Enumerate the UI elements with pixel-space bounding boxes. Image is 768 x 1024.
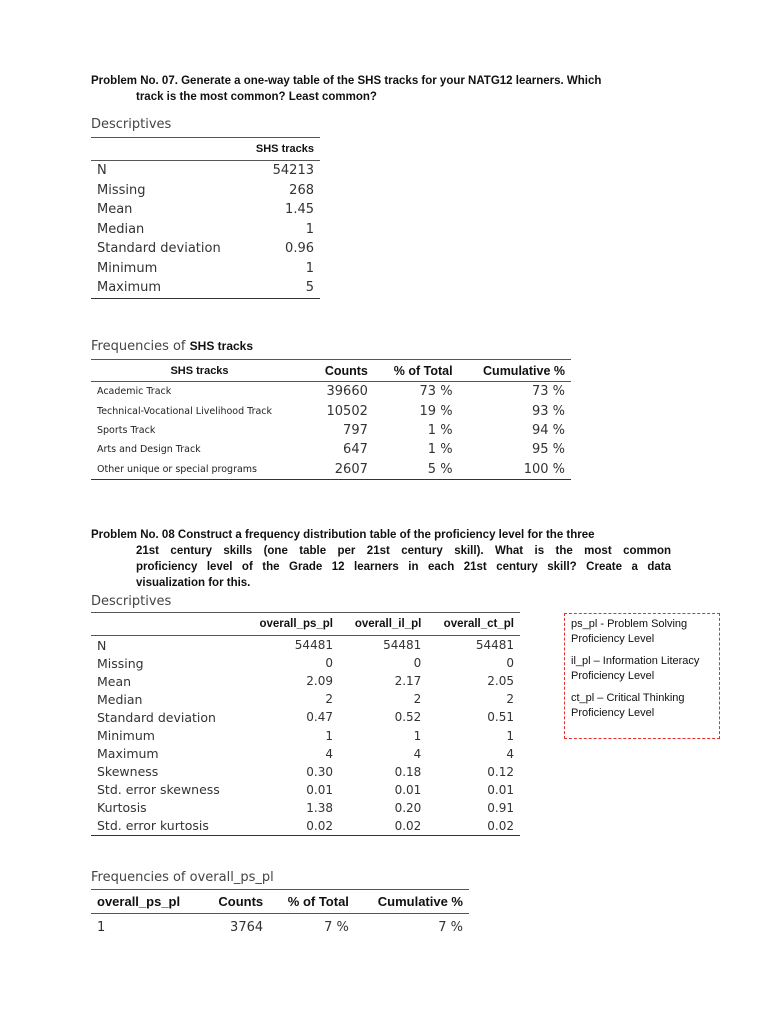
descriptives-1-table — [91, 137, 320, 299]
problem-8-line-4: visualization for this. — [136, 577, 251, 589]
table-row: N 54481 54481 54481 — [97, 637, 514, 653]
table-row: Median 1 — [97, 221, 314, 237]
table-row: Skewness 0.30 0.18 0.12 — [97, 764, 514, 780]
problem-8-line-1: Problem No. 08 Construct a frequency distribution table of the proficiency level for the three — [91, 529, 595, 541]
problem-8-line-3: proficiency level of the Grade 12 learners in each 21st century skill? Create a data — [136, 561, 671, 573]
table-row: Minimum 1 — [97, 260, 314, 276]
table-row: Arts and Design Track 647 1 % 95 % — [97, 442, 565, 458]
header-overall-ct-pl: overall_ct_pl — [427, 613, 520, 636]
header-percent-total: % of Total — [374, 360, 459, 382]
header-percent-total: % of Total — [269, 890, 355, 914]
problem-7-text — [91, 73, 671, 105]
table-row: Mean 2.09 2.17 2.05 — [97, 673, 514, 689]
table-row: Median 2 2 2 — [97, 691, 514, 707]
frequencies-2-table — [91, 889, 469, 941]
header-overall-il-pl: overall_il_pl — [339, 613, 427, 636]
problem-7-line-1: Problem No. 07. Generate a one-way table of the SHS tracks for your NATG12 learners. Which — [91, 75, 602, 87]
header-overall-ps-pl: overall_ps_pl — [91, 890, 203, 914]
table-row: Standard deviation 0.96 — [97, 241, 314, 257]
frequencies-1-table — [91, 359, 571, 480]
table-row: Kurtosis 1.38 0.20 0.91 — [97, 800, 514, 816]
table-row: Minimum 1 1 1 — [97, 728, 514, 744]
legend-item-il-pl: il_pl – Information Literacy Proficiency Level — [571, 655, 700, 682]
problem-8-line-2: 21st century skills (one table per 21st century skill). What is the most common — [136, 545, 671, 557]
header-cumulative: Cumulative % — [459, 360, 571, 382]
descriptives-2-title: Descriptives — [91, 594, 172, 609]
descriptives-1-title: Descriptives — [91, 117, 172, 132]
problem-8-text — [91, 527, 671, 591]
frequencies-2-title: Frequencies of overall_ps_pl — [91, 870, 274, 885]
frequencies-1-title: Frequencies of SHS tracks — [91, 339, 254, 354]
table-row: Std. error skewness 0.01 0.01 0.01 — [97, 782, 514, 798]
table-row: Maximum 5 — [91, 278, 320, 298]
table-row: Missing 0 0 0 — [97, 655, 514, 671]
table-row: Technical-Vocational Livelihood Track 10502 19 % 93 % — [97, 403, 565, 419]
abbreviation-legend-box — [564, 613, 720, 739]
table-row: Other unique or special programs 2607 5 % 100 % — [91, 460, 571, 480]
header-shs-tracks: SHS tracks — [242, 138, 320, 161]
descriptives-2-table — [91, 612, 520, 836]
problem-7-line-2: track is the most common? Least common? — [136, 91, 377, 103]
table-row: Mean 1.45 — [97, 202, 314, 218]
header-counts: Counts — [308, 360, 374, 382]
table-row: 1 3764 7 % 7 % — [97, 920, 463, 935]
legend-item-ct-pl: ct_pl – Critical Thinking Proficiency Level — [571, 692, 685, 719]
header-shs-tracks: SHS tracks — [91, 360, 308, 382]
legend-item-ps-pl: ps_pl - Problem Solving Proficiency Level — [571, 618, 688, 645]
table-row: Std. error kurtosis 0.02 0.02 0.02 — [91, 817, 520, 836]
table-row: Maximum 4 4 4 — [97, 746, 514, 762]
table-row: Standard deviation 0.47 0.52 0.51 — [97, 709, 514, 725]
table-row: Missing 268 — [97, 182, 314, 198]
header-cumulative: Cumulative % — [355, 890, 469, 914]
header-empty — [91, 138, 242, 161]
header-overall-ps-pl: overall_ps_pl — [243, 613, 339, 636]
frequencies-1-title-variable: SHS tracks — [189, 339, 254, 353]
header-empty — [91, 613, 243, 636]
header-counts: Counts — [203, 890, 270, 914]
table-row: Academic Track 39660 73 % 73 % — [97, 384, 565, 400]
table-row: N 54213 — [97, 163, 314, 179]
table-row: Sports Track 797 1 % 94 % — [97, 422, 565, 438]
